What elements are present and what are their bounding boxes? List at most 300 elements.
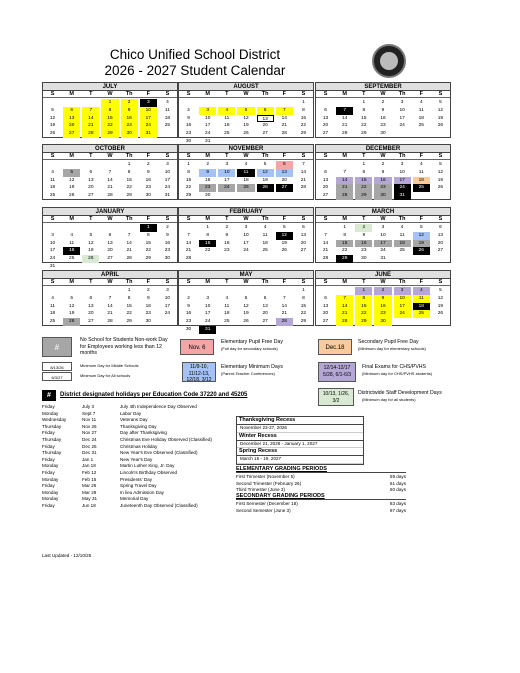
weekday-label: S — [50, 279, 55, 285]
weekday-label: Th — [398, 91, 406, 97]
weekday-label: Th — [125, 91, 133, 97]
district-seal-icon — [372, 44, 406, 78]
day-cell: 13 — [262, 303, 268, 309]
empty-cell — [276, 287, 293, 295]
elem-min-sub: (Parent-Teacher Conferences) — [221, 371, 275, 376]
day-cell: 29 — [300, 131, 307, 137]
day-cell: 31 — [394, 192, 411, 200]
staff-dates: 10/13, 1/26, 3/2 — [318, 388, 354, 406]
day-cell: 18 — [413, 303, 430, 311]
empty-cell — [336, 161, 353, 169]
day-cell: 6 — [257, 107, 274, 115]
weekday-label: W — [380, 153, 386, 159]
day-cell: 29 — [145, 256, 151, 262]
day-cell: 7 — [127, 232, 131, 238]
day-cell: 16 — [164, 240, 171, 246]
day-cell: 25 — [413, 310, 430, 318]
weekday-label: Th — [398, 216, 406, 222]
weekday-label: M — [342, 279, 347, 285]
finals-title: Final Exams for CHS/PVHS — [362, 364, 426, 370]
holiday-weekday: Friday — [42, 430, 55, 436]
day-cell: 9 — [199, 169, 216, 177]
holiday-name: New Year's Day — [120, 456, 153, 462]
day-cell: 24 — [380, 248, 386, 254]
month-december — [315, 144, 451, 200]
day-cell: 27 — [107, 256, 113, 262]
day-cell: 10 — [164, 295, 171, 301]
holiday-name: Labor Day — [120, 410, 142, 416]
day-cell: 19 — [88, 248, 94, 254]
day-cell: 27 — [63, 130, 80, 138]
day-cell: 12 — [69, 303, 75, 309]
day-cell: 7 — [336, 107, 353, 115]
weekday-header — [316, 153, 450, 160]
holiday-date: Mar 26 — [82, 483, 97, 489]
empty-cell — [101, 287, 118, 295]
empty-cell — [317, 287, 334, 295]
day-cell: 18 — [262, 240, 268, 246]
day-cell: 27 — [88, 319, 94, 325]
day-cell: 15 — [126, 177, 132, 183]
day-cell: 18 — [164, 115, 171, 121]
holiday-date: Sept 7 — [82, 410, 96, 416]
day-cell: 10 — [394, 295, 411, 303]
month-name: NOVEMBER — [179, 145, 313, 153]
day-cell: 31 — [199, 326, 216, 334]
holiday-weekday: Monday — [42, 496, 59, 502]
day-cell: 4 — [244, 162, 248, 167]
day-cell: 25 — [164, 123, 171, 129]
weekday-label: M — [205, 91, 210, 97]
weekday-label: F — [419, 91, 423, 97]
empty-cell — [82, 161, 99, 169]
weekday-label: F — [419, 216, 423, 222]
day-cell: 6 — [439, 225, 442, 230]
day-cell: 8 — [362, 169, 366, 175]
grading-period: Second Semester (June 3) — [236, 507, 291, 513]
day-cell: 5 — [70, 295, 74, 301]
day-cell: 25 — [399, 248, 405, 254]
day-cell: 26 — [437, 185, 444, 191]
empty-cell — [180, 224, 197, 232]
min-middle-text: Minimum Day for Middle Schools — [80, 363, 139, 368]
sec-grading-title: SECONDARY GRADING PERIODS — [236, 493, 406, 500]
empty-cell — [82, 99, 99, 107]
holiday-weekday: Wednesday — [42, 417, 67, 423]
day-cell: 6 — [63, 107, 80, 115]
empty-cell — [121, 224, 138, 232]
month-name: MARCH — [316, 208, 450, 216]
day-cell: 28 — [336, 192, 353, 200]
weekday-label: S — [438, 279, 443, 285]
day-cell: 18 — [413, 177, 430, 185]
day-cell: 12 — [437, 295, 444, 301]
day-cell: 21 — [342, 123, 348, 129]
no-school-swatch: # — [42, 337, 72, 357]
day-cell: 15 — [199, 240, 216, 248]
day-cell: 26 — [243, 131, 249, 137]
day-cell: 14 — [336, 303, 353, 311]
holiday-name: Martin Luther King, Jr. Day — [120, 463, 175, 469]
day-cell: 8 — [302, 295, 305, 301]
finals-dates: 12/14-12/17 5/28, 6/1-6/3 — [318, 362, 356, 382]
day-cell: 25 — [69, 256, 75, 262]
day-cell: 5 — [89, 232, 93, 238]
day-cell: 11 — [224, 115, 230, 121]
month-july — [42, 82, 178, 138]
day-cell: 14 — [107, 303, 113, 309]
weekday-label: F — [282, 279, 286, 285]
weekday-label: F — [282, 153, 286, 159]
month-september — [315, 82, 451, 138]
day-cell: 4 — [51, 295, 54, 301]
holiday-weekday: Friday — [42, 503, 55, 508]
holiday-date: Dec 25 — [82, 443, 97, 449]
holiday-weekday: Friday — [42, 404, 55, 409]
day-cell: 1 — [355, 287, 372, 295]
weekday-label: W — [107, 153, 113, 159]
day-cell: 5 — [237, 107, 254, 115]
holiday-name: Presidents' Day — [120, 476, 153, 482]
day-cell: 17 — [164, 303, 171, 309]
day-cell: 9 — [187, 303, 190, 309]
weekday-label: S — [50, 216, 55, 222]
day-cell: 25 — [49, 319, 56, 325]
weekday-label: W — [107, 91, 113, 97]
holiday-name: New Year's Eve Observed (Classified) — [120, 450, 198, 456]
day-cell: 25 — [237, 184, 254, 192]
weekday-label: W — [107, 216, 113, 222]
day-cell: 6 — [89, 295, 93, 301]
day-cell: 30 — [145, 193, 151, 199]
day-cell: 13 — [322, 115, 329, 121]
day-cell: 27 — [437, 248, 444, 254]
day-cell: 15 — [300, 303, 307, 309]
day-cell: 7 — [82, 107, 99, 115]
day-cell: 19 — [243, 311, 249, 317]
empty-cell — [257, 287, 274, 295]
day-cell: 13 — [437, 232, 444, 238]
day-cell: 14 — [82, 115, 99, 123]
day-cell: 18 — [49, 311, 56, 317]
day-cell: 24 — [218, 184, 235, 192]
day-cell: 21 — [107, 311, 113, 317]
day-cell: 30 — [374, 318, 391, 326]
day-cell: 17 — [394, 177, 411, 185]
weekday-label: F — [282, 91, 286, 97]
weekday-label: F — [419, 153, 423, 159]
day-cell: 22 — [342, 248, 348, 254]
day-cell: 16 — [205, 177, 211, 183]
day-cell: 5 — [282, 225, 286, 230]
empty-cell — [63, 287, 80, 295]
winter-title: Winter Recess — [237, 433, 363, 441]
day-cell: 29 — [126, 193, 132, 199]
month-name: JUNE — [316, 271, 450, 279]
day-cell: 17 — [399, 115, 405, 121]
holiday-weekday: Monday — [42, 463, 59, 469]
day-cell: 28 — [82, 130, 99, 138]
day-cell: 17 — [140, 115, 157, 123]
day-cell: 8 — [101, 107, 118, 115]
day-cell: 30 — [374, 192, 391, 200]
day-cell: 9 — [146, 295, 150, 301]
day-cell: 10 — [243, 232, 249, 238]
day-cell: 19 — [413, 240, 430, 248]
holiday-date: Mar 29 — [82, 489, 97, 495]
weekday-label: Th — [125, 279, 133, 285]
day-cell: 21 — [185, 248, 192, 254]
day-cell: 17 — [224, 177, 230, 183]
holiday-name: Christmas Holiday — [120, 443, 158, 449]
day-cell: 8 — [343, 232, 347, 238]
day-cell: 15 — [185, 177, 192, 183]
day-cell: 9 — [381, 169, 385, 175]
day-cell: 20 — [437, 240, 444, 246]
day-cell: 14 — [336, 177, 353, 185]
day-cell: 9 — [225, 232, 229, 238]
weekday-label: S — [186, 91, 191, 97]
day-cell: 16 — [121, 115, 138, 123]
day-cell: 13 — [276, 169, 293, 177]
weekday-label: S — [186, 153, 191, 159]
weekday-label: F — [282, 216, 286, 222]
month-name: AUGUST — [179, 83, 313, 91]
empty-cell — [317, 99, 334, 107]
day-cell: 30 — [121, 130, 138, 138]
holiday-name: Christmas Eve Holiday Observed (Classified) — [120, 437, 212, 442]
day-cell: 9 — [146, 169, 150, 175]
day-cell: 23 — [380, 123, 386, 129]
day-cell: 13 — [63, 115, 80, 123]
day-cell: 29 — [355, 192, 372, 200]
month-name: DECEMBER — [316, 145, 450, 153]
weekday-label: S — [301, 91, 306, 97]
weekday-label: W — [380, 91, 386, 97]
day-cell: 11 — [50, 303, 56, 309]
weekday-label: S — [438, 91, 443, 97]
day-cell: 22 — [300, 311, 307, 317]
day-cell: 5 — [439, 288, 442, 293]
day-cell: 21 — [300, 177, 307, 183]
day-cell: 24 — [243, 248, 249, 254]
day-cell: 23 — [164, 248, 171, 254]
day-cell: 3 — [140, 99, 157, 107]
day-cell: 4 — [51, 169, 54, 175]
day-cell: 21 — [322, 248, 329, 254]
day-cell: 31 — [380, 256, 386, 262]
day-cell: 12 — [437, 169, 444, 175]
day-cell: 28 — [107, 193, 113, 199]
weekday-label: M — [205, 279, 210, 285]
day-cell: 2 — [166, 225, 169, 230]
grading-days: 61 days — [389, 480, 406, 486]
day-cell: 29 — [361, 131, 367, 137]
thanksgiving-dates: November 23-27, 2026 — [237, 425, 363, 433]
day-cell: 16 — [374, 177, 391, 185]
holiday-name: Memorial Day — [120, 496, 149, 502]
empty-cell — [101, 224, 118, 232]
day-cell: 21 — [126, 248, 132, 254]
day-cell: 6 — [108, 232, 112, 238]
day-cell: 22 — [300, 123, 307, 129]
holiday-date: Feb 15 — [82, 476, 97, 482]
holiday-date: Jan 1 — [82, 456, 94, 462]
staff-sub: (Minimum day for all students) — [362, 397, 416, 402]
day-cell: 23 — [361, 248, 367, 254]
grading-row — [236, 481, 406, 488]
day-cell: 5 — [51, 107, 54, 113]
weekday-label: T — [362, 279, 366, 285]
finals-sub: (Minimum day for CHS/PVHS students) — [362, 371, 433, 376]
day-cell: 4 — [166, 100, 169, 105]
empty-cell — [180, 287, 197, 295]
day-cell: 17 — [49, 248, 56, 254]
elem-free-title: Elementary Pupil Free Day — [221, 339, 283, 345]
last-updated: Last Updated - 12/10/25 — [42, 553, 92, 558]
day-cell: 1 — [302, 100, 305, 105]
spring-dates: March 15 - 19, 2027 — [237, 456, 363, 464]
day-cell: 12 — [69, 177, 75, 183]
empty-cell — [63, 99, 80, 107]
weekday-label: T — [225, 216, 229, 222]
holiday-date: Jun 18 — [82, 503, 96, 508]
weekday-label: Th — [261, 91, 269, 97]
dec18-swatch: Dec.18 — [318, 339, 352, 355]
holiday-hash-icon: # — [42, 390, 56, 401]
weekday-label: S — [165, 279, 170, 285]
day-cell: 18 — [394, 240, 411, 248]
day-cell: 31 — [164, 193, 171, 199]
day-cell: 8 — [127, 169, 131, 175]
day-cell: 19 — [437, 177, 444, 183]
day-cell: 15 — [126, 303, 132, 309]
day-cell: 20 — [322, 123, 329, 129]
day-cell: 1 — [206, 225, 210, 230]
day-cell: 3 — [199, 107, 216, 115]
holiday-name: Thanksgiving Day — [120, 423, 157, 429]
month-november — [178, 144, 314, 200]
weekday-header — [316, 279, 450, 286]
day-cell: 5 — [263, 162, 267, 167]
empty-cell — [317, 224, 334, 232]
day-cell: 1 — [362, 100, 366, 105]
empty-cell — [180, 99, 197, 107]
day-cell: 10 — [399, 107, 405, 113]
day-cell: 15 — [300, 115, 307, 121]
day-cell: 7 — [276, 107, 293, 115]
weekday-label: M — [342, 91, 347, 97]
day-cell: 3 — [400, 100, 404, 105]
day-cell: 23 — [185, 131, 192, 137]
day-cell: 8 — [127, 295, 131, 301]
day-cell: 12 — [276, 232, 293, 240]
day-cell: 5 — [439, 100, 442, 105]
calendar-title: 2026 - 2027 Student Calendar — [104, 63, 286, 78]
day-cell: 10 — [49, 240, 56, 246]
elem-free-sub: (Full day for secondary schools) — [221, 346, 278, 351]
weekday-label: M — [342, 153, 347, 159]
weekday-label: T — [225, 153, 229, 159]
day-cell: 6 — [89, 169, 93, 175]
day-cell: 20 — [322, 311, 329, 317]
holiday-weekday: Monday — [42, 410, 59, 416]
empty-cell — [237, 99, 254, 107]
day-cell: 23 — [185, 319, 192, 325]
day-cell: 24 — [205, 319, 211, 325]
month-may — [178, 270, 314, 332]
day-cell: 18 — [418, 115, 424, 121]
weekday-header — [179, 91, 313, 98]
day-cell: 3 — [400, 162, 404, 167]
day-cell: 15 — [336, 240, 353, 248]
day-cell: 20 — [322, 185, 329, 191]
month-name: JANUARY — [43, 208, 177, 216]
day-cell: 24 — [164, 311, 171, 317]
day-cell: 27 — [262, 319, 268, 325]
weekday-label: T — [225, 279, 229, 285]
holiday-date: Nov 11 — [82, 417, 97, 423]
weekday-label: W — [243, 216, 249, 222]
day-cell: 3 — [166, 288, 169, 293]
empty-cell — [218, 287, 235, 295]
day-cell: 18 — [63, 247, 80, 255]
grading-row — [236, 501, 406, 508]
day-cell: 2 — [206, 162, 210, 167]
day-cell: 9 — [166, 232, 169, 238]
day-cell: 7 — [343, 169, 347, 175]
month-name: APRIL — [43, 271, 177, 279]
weekday-label: M — [342, 216, 347, 222]
day-cell: 25 — [49, 193, 56, 199]
sec-free-title: Secondary Pupil Free Day — [358, 339, 419, 345]
weekday-label: Th — [261, 153, 269, 159]
weekday-label: T — [89, 279, 93, 285]
day-cell: 14 — [107, 177, 113, 183]
holiday-name: In lieu Admission Day — [120, 489, 164, 495]
day-cell: 5 — [63, 169, 80, 177]
day-cell: 26 — [63, 318, 80, 326]
weekday-label: S — [438, 216, 443, 222]
day-cell: 20 — [262, 123, 268, 129]
day-cell: 6 — [276, 161, 293, 169]
day-cell: 1 — [302, 288, 305, 293]
weekday-label: M — [205, 216, 210, 222]
empty-cell — [44, 287, 61, 295]
month-name: JULY — [43, 83, 177, 91]
day-cell: 17 — [374, 240, 391, 248]
day-cell: 4 — [263, 225, 267, 230]
day-cell: 4 — [70, 232, 74, 238]
day-cell: 11 — [69, 240, 75, 246]
day-cell: 24 — [205, 131, 211, 137]
day-cell: 22 — [355, 310, 372, 318]
day-cell: 28 — [336, 318, 353, 326]
day-cell: 18 — [224, 123, 230, 129]
day-cell: 19 — [69, 185, 75, 191]
weekday-header — [43, 153, 177, 160]
elem-min-dates: 11/9-10, 11/12-13, 12/18, 3/12 — [182, 362, 216, 382]
holiday-name: July 4th Independence Day Observed — [120, 404, 197, 409]
day-cell: 8 — [187, 169, 190, 175]
day-cell: 4 — [225, 295, 229, 301]
winter-dates: December 21, 2026 - January 1, 2027 — [237, 441, 363, 449]
day-cell: 28 — [342, 131, 348, 137]
day-cell: 15 — [355, 177, 372, 185]
day-cell: 22 — [126, 185, 132, 191]
weekday-label: Th — [125, 216, 133, 222]
grading-days: 97 days — [389, 507, 406, 513]
